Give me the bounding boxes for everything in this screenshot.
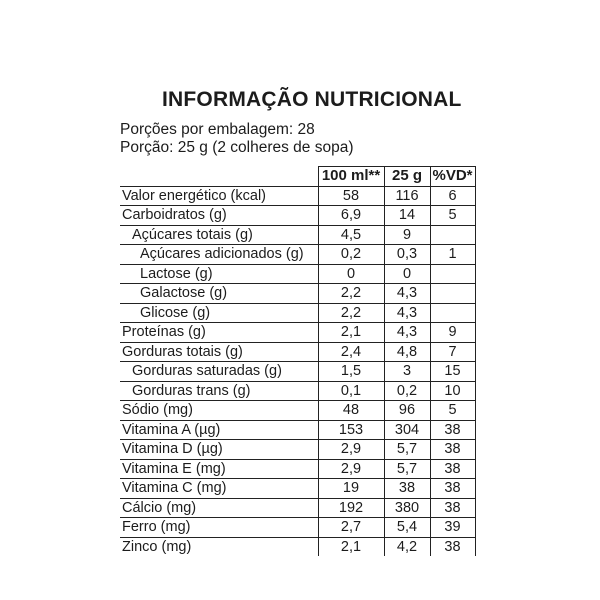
nutrient-name: Gorduras trans (g) [120, 381, 318, 401]
value-daily-percent: 38 [430, 459, 475, 479]
portion-size: Porção: 25 g (2 colheres de sopa) [120, 139, 354, 156]
value-daily-percent: 5 [430, 401, 475, 421]
nutrient-name: Vitamina D (µg) [120, 440, 318, 460]
value-daily-percent: 38 [430, 420, 475, 440]
nutrient-name: Gorduras totais (g) [120, 342, 318, 362]
table-row [120, 303, 475, 323]
label-title: INFORMAÇÃO NUTRICIONAL [162, 88, 462, 111]
value-25g: 4,3 [384, 323, 430, 343]
value-100ml: 2,4 [318, 342, 384, 362]
nutrient-name: Valor energético (kcal) [120, 186, 318, 206]
value-100ml: 58 [318, 186, 384, 206]
value-daily-percent: 7 [430, 342, 475, 362]
table-row [120, 264, 475, 284]
value-25g: 0,2 [384, 381, 430, 401]
value-100ml: 2,1 [318, 323, 384, 343]
value-25g: 4,3 [384, 284, 430, 304]
table-row [120, 401, 475, 421]
nutrient-name: Lactose (g) [120, 264, 318, 284]
nutrient-name: Vitamina C (mg) [120, 479, 318, 499]
table-row [120, 518, 475, 538]
value-25g: 96 [384, 401, 430, 421]
value-100ml: 2,7 [318, 518, 384, 538]
value-daily-percent: 38 [430, 440, 475, 460]
value-100ml: 2,9 [318, 440, 384, 460]
value-25g: 0,3 [384, 245, 430, 265]
nutrient-name: Glicose (g) [120, 303, 318, 323]
table-row [120, 459, 475, 479]
table-row [120, 440, 475, 460]
table-row [120, 537, 475, 556]
column-header-100ml: 100 ml** [318, 167, 384, 187]
value-100ml: 0,1 [318, 381, 384, 401]
value-daily-percent: 10 [430, 381, 475, 401]
value-25g: 14 [384, 206, 430, 226]
value-100ml: 2,9 [318, 459, 384, 479]
table-row [120, 225, 475, 245]
table-row [120, 206, 475, 226]
value-25g: 116 [384, 186, 430, 206]
nutrition-table [120, 166, 476, 556]
nutrient-name: Açúcares adicionados (g) [120, 245, 318, 265]
value-25g: 38 [384, 479, 430, 499]
value-daily-percent: 38 [430, 479, 475, 499]
value-daily-percent: 15 [430, 362, 475, 382]
nutrition-rows [120, 186, 475, 556]
nutrient-name: Galactose (g) [120, 284, 318, 304]
nutrient-name: Zinco (mg) [122, 538, 192, 555]
servings-per-package: Porções por embalagem: 28 [120, 121, 315, 138]
nutrient-name: Carboidratos (g) [120, 206, 318, 226]
value-100ml: 19 [318, 479, 384, 499]
table-row [120, 186, 475, 206]
value-25g: 4,3 [384, 303, 430, 323]
nutrient-name: Cálcio (mg) [120, 498, 318, 518]
value-100ml: 4,5 [318, 225, 384, 245]
value-25g: 4,8 [384, 342, 430, 362]
value-25g: 9 [384, 225, 430, 245]
value-100ml: 0 [318, 264, 384, 284]
nutrient-name: Vitamina A (µg) [120, 420, 318, 440]
nutrient-name: Ferro (mg) [120, 518, 318, 538]
value-100ml: 2,2 [318, 284, 384, 304]
value-25g: 5,4 [384, 518, 430, 538]
table-row [120, 420, 475, 440]
value-100ml: 6,9 [318, 206, 384, 226]
value-daily-percent: 1 [430, 245, 475, 265]
value-25g: 304 [384, 420, 430, 440]
value-25g: 380 [384, 498, 430, 518]
value-25g: 5,7 [384, 440, 430, 460]
value-daily-percent: 38 [430, 537, 475, 556]
nutrient-name: Açúcares totais (g) [120, 225, 318, 245]
value-100ml: 1,5 [318, 362, 384, 382]
value-100ml: 2,1 [318, 537, 384, 556]
value-25g: 3 [384, 362, 430, 382]
value-100ml: 192 [318, 498, 384, 518]
nutrient-name: Vitamina E (mg) [120, 459, 318, 479]
value-100ml: 48 [318, 401, 384, 421]
value-100ml: 0,2 [318, 245, 384, 265]
value-daily-percent: 5 [430, 206, 475, 226]
value-daily-percent: 39 [430, 518, 475, 538]
value-25g: 5,7 [384, 459, 430, 479]
value-daily-percent [430, 264, 475, 284]
value-daily-percent: 9 [430, 323, 475, 343]
table-row [120, 479, 475, 499]
nutrient-name: Proteínas (g) [120, 323, 318, 343]
value-daily-percent [430, 225, 475, 245]
value-daily-percent [430, 303, 475, 323]
column-header-vd: %VD* [430, 167, 475, 187]
table-row [120, 381, 475, 401]
table-row [120, 342, 475, 362]
table-row [120, 323, 475, 343]
column-header-25g: 25 g [384, 167, 430, 187]
value-daily-percent [430, 284, 475, 304]
table-header-row [120, 167, 475, 187]
value-100ml: 2,2 [318, 303, 384, 323]
table-row [120, 284, 475, 304]
value-25g: 4,2 [384, 537, 430, 556]
value-daily-percent: 6 [430, 186, 475, 206]
nutrient-name: Gorduras saturadas (g) [120, 362, 318, 382]
nutrient-name: Sódio (mg) [120, 401, 318, 421]
header-blank [120, 167, 318, 187]
table-row [120, 245, 475, 265]
table-row [120, 362, 475, 382]
table-row [120, 498, 475, 518]
value-daily-percent: 38 [430, 498, 475, 518]
value-100ml: 153 [318, 420, 384, 440]
value-25g: 0 [384, 264, 430, 284]
